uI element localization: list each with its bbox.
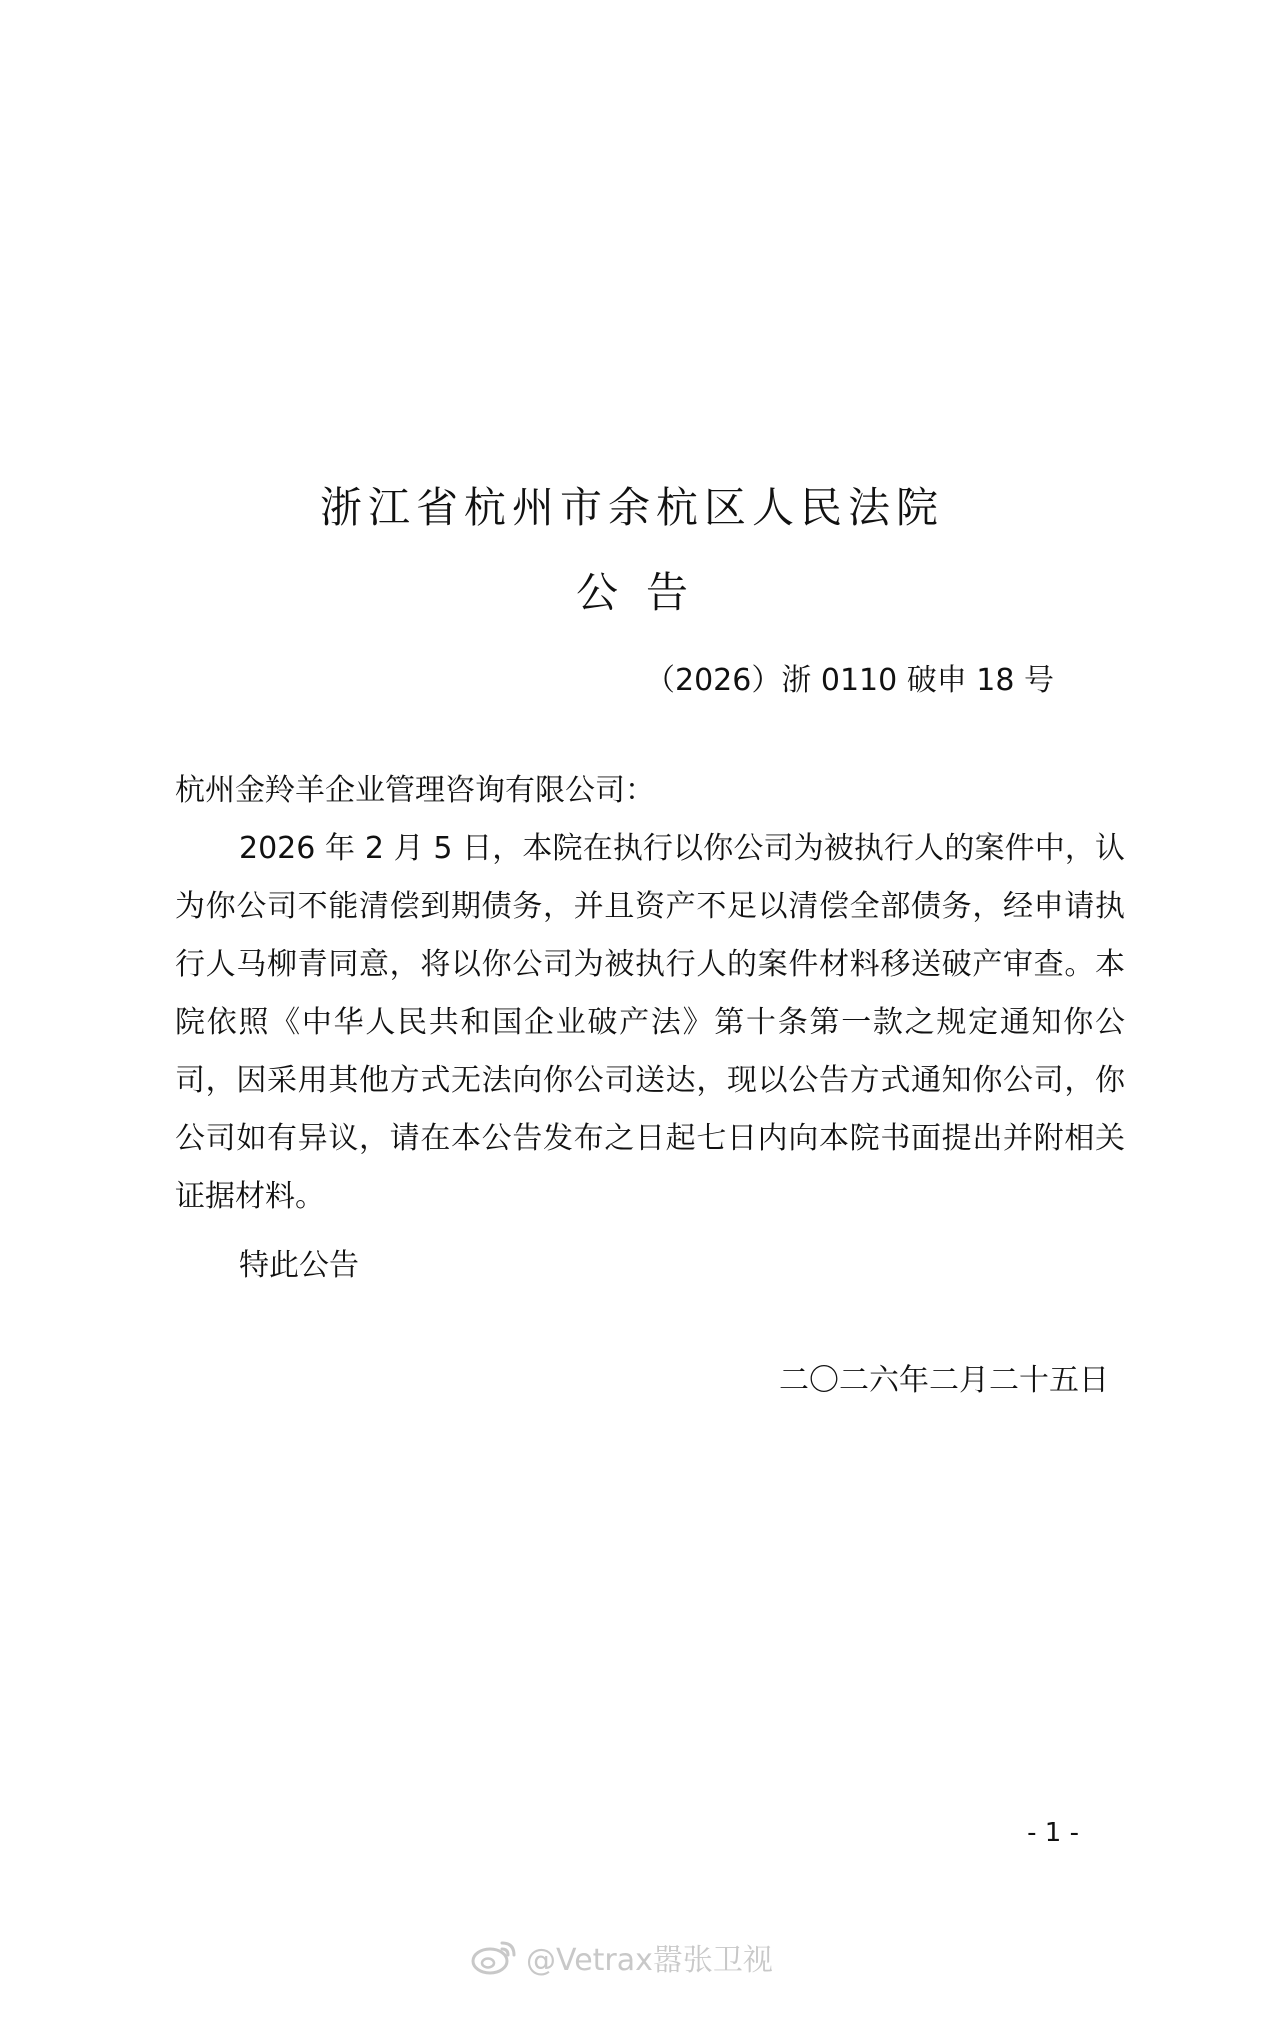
watermark [470,1935,773,1979]
closing-phrase: 特此公告 [239,1248,359,1283]
case-number: （2026）浙 0110 破申 18 号 [644,663,1054,698]
court-name: 浙江省杭州市余杭区人民法院 [319,483,944,532]
weibo-icon [470,1937,520,1977]
addressee: 杭州金羚羊企业管理咨询有限公司： [175,773,655,808]
notice-body: 2026 年 2 月 5 日，本院在执行以你公司为被执行人的案件中，认为你公司不能清偿到期债务，并且资产不足以清偿全部债务，经申请执行人马柳青同意，将以你公司为被执行人的案件材料移送破产审查。本院依照《中华人民共和国企业破产法》第十条第一款之规定通知你公司，因采用其他方式无法向你公司送达，现以公告方式通知你公司，你公司如有异议，请在本公告发布之日起七日内向本院书面提出并附相关证据材料。 [175,831,1125,1214]
page-number: - 1 - [1027,1818,1079,1848]
document-title: 公告 [575,568,716,617]
watermark-text: @Vetrax嚣张卫视 [526,1943,773,1978]
issue-date: 二〇二六年二月二十五日 [779,1363,1109,1398]
